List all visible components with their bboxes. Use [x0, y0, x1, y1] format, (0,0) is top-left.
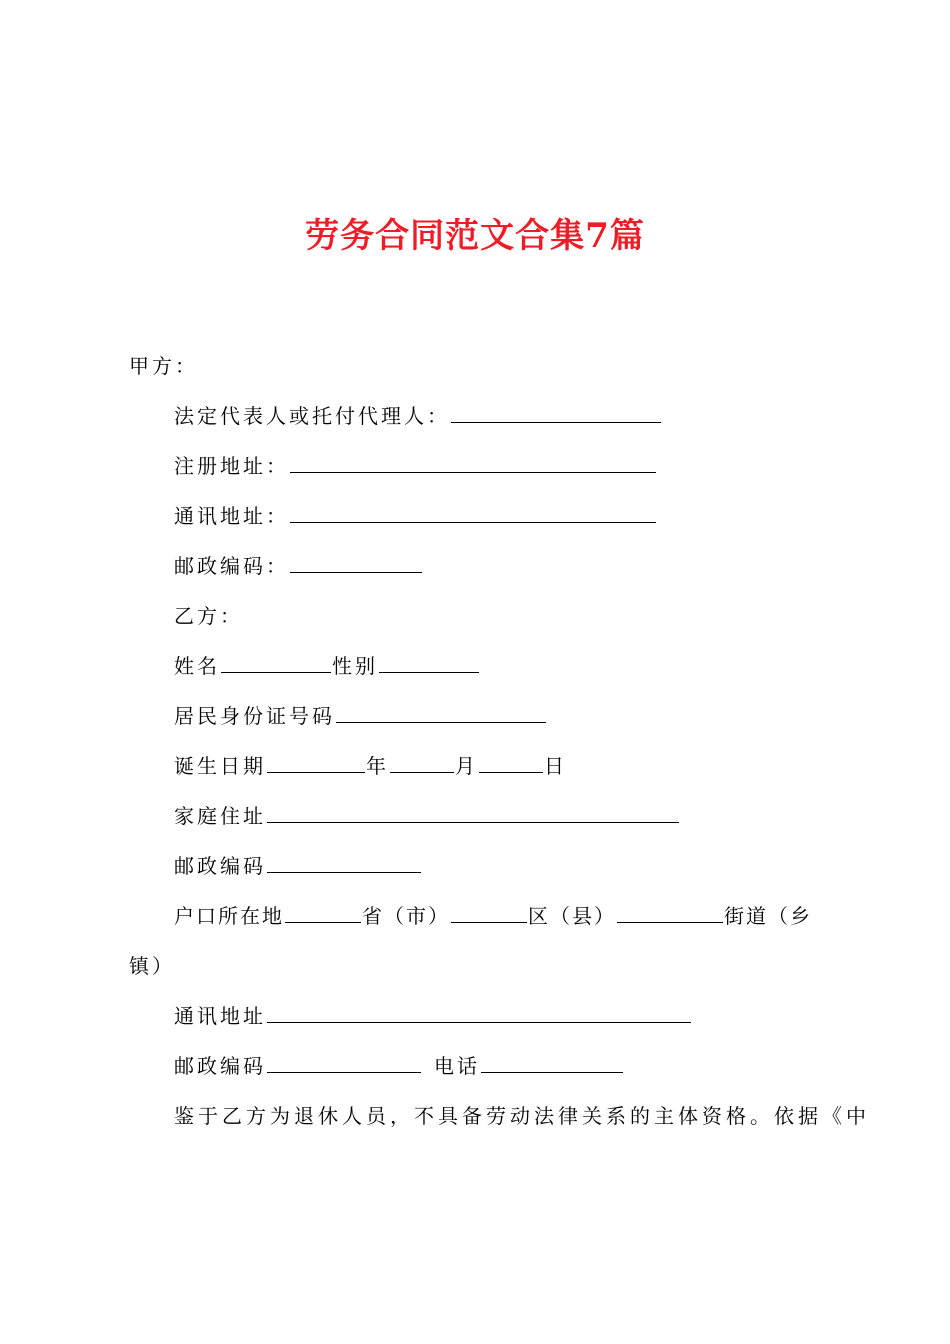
mail-addr-a-label: 通讯地址：	[174, 504, 289, 528]
street-label: 街道（乡	[724, 904, 812, 928]
mail-addr-a-blank[interactable]	[290, 502, 656, 523]
reg-addr-field	[174, 451, 657, 481]
postcode-a-field	[174, 551, 423, 581]
mail-addr-b-field	[174, 1001, 692, 1031]
rep-field	[174, 401, 662, 431]
name-gender-field	[174, 651, 480, 681]
id-label: 居民身份证号码	[174, 704, 335, 728]
hukou-province-blank[interactable]	[285, 902, 361, 923]
postcode2-blank[interactable]	[267, 1052, 421, 1073]
province-label: 省（市）	[362, 904, 450, 928]
id-blank[interactable]	[336, 702, 546, 723]
home-addr-field	[174, 801, 680, 831]
month-label: 月	[455, 754, 478, 778]
rep-label: 法定代表人或托付代理人：	[174, 404, 450, 428]
phone-blank[interactable]	[481, 1052, 623, 1073]
party-b-heading: 乙方：	[174, 604, 243, 628]
district-label: 区（县）	[528, 904, 616, 928]
home-addr-blank[interactable]	[267, 802, 679, 823]
town-continuation: 镇）	[129, 954, 175, 978]
name-label: 姓名	[174, 654, 220, 678]
postcode-a-label: 邮政编码：	[174, 554, 289, 578]
phone-label: 电话	[434, 1054, 480, 1078]
birth-label: 诞生日期	[174, 754, 266, 778]
home-addr-label: 家庭住址	[174, 804, 266, 828]
hukou-street-blank[interactable]	[617, 902, 723, 923]
reg-addr-label: 注册地址：	[174, 454, 289, 478]
gender-label: 性别	[332, 654, 378, 678]
mail-addr-b-label: 通讯地址	[174, 1004, 266, 1028]
birth-field	[174, 751, 567, 781]
day-label: 日	[544, 754, 567, 778]
postcode-b-field	[174, 851, 422, 881]
party-a-heading: 甲方：	[129, 354, 198, 378]
gender-blank[interactable]	[379, 652, 479, 673]
year-label: 年	[366, 754, 389, 778]
postcode2-label: 邮政编码	[174, 1054, 266, 1078]
postcode-b-label: 邮政编码	[174, 854, 266, 878]
hukou-label: 户口所在地	[174, 904, 284, 928]
body-paragraph: 鉴于乙方为退休人员，不具备劳动法律关系的主体资格。依据《中	[174, 1104, 870, 1128]
postcode-phone-field	[174, 1051, 624, 1081]
document-title: 劳务合同范文合集7篇	[305, 216, 645, 256]
mail-addr-b-blank[interactable]	[267, 1002, 691, 1023]
mail-addr-a-field	[174, 501, 657, 531]
name-blank[interactable]	[221, 652, 331, 673]
postcode-a-blank[interactable]	[290, 552, 422, 573]
hukou-field	[174, 901, 812, 931]
birth-day-blank[interactable]	[479, 752, 543, 773]
rep-blank[interactable]	[451, 402, 661, 423]
birth-month-blank[interactable]	[390, 752, 454, 773]
id-field	[174, 701, 547, 731]
reg-addr-blank[interactable]	[290, 452, 656, 473]
hukou-district-blank[interactable]	[451, 902, 527, 923]
birth-year-blank[interactable]	[267, 752, 365, 773]
postcode-b-blank[interactable]	[267, 852, 421, 873]
